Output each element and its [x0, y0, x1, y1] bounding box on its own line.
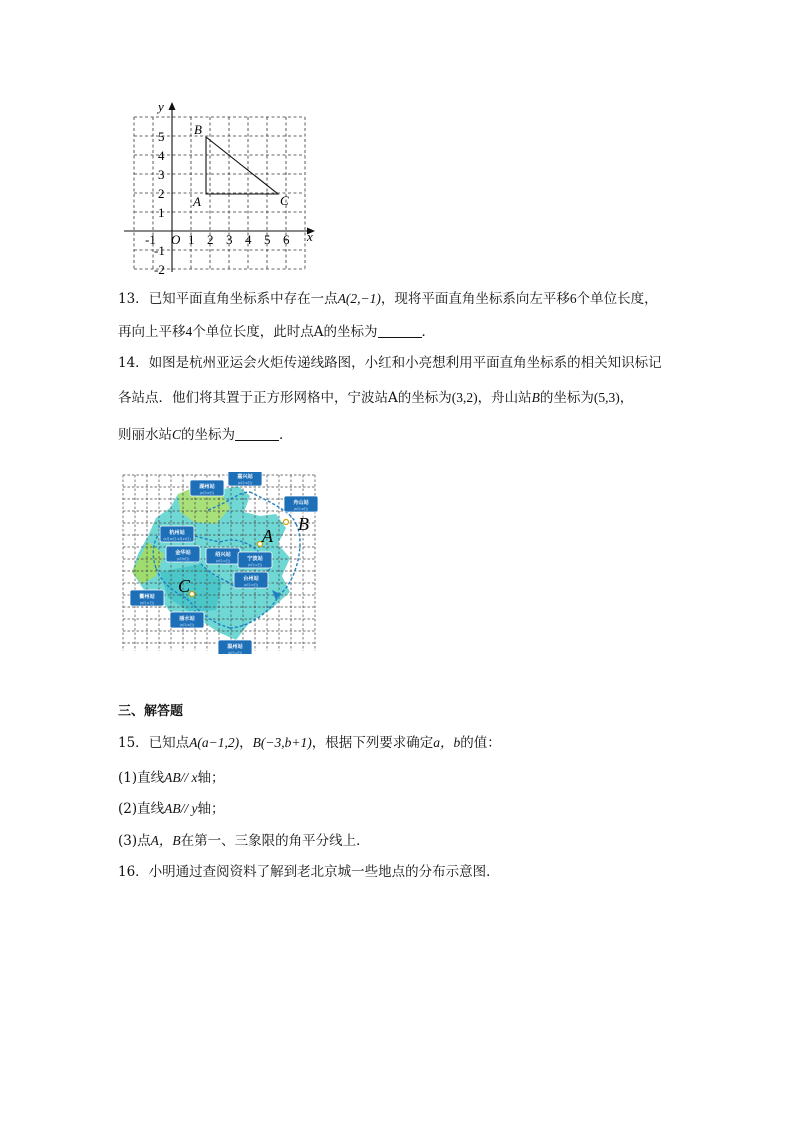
y-tick-label: 3	[158, 167, 165, 182]
point-b-marker	[284, 520, 289, 525]
question-14-line-2	[118, 388, 633, 408]
station-name: 湖州站	[199, 484, 215, 490]
points-ab: A，B	[150, 833, 181, 848]
question-number: 15．	[118, 735, 149, 751]
station-name: 台州站	[243, 576, 259, 582]
x-tick-label: 1	[188, 232, 195, 247]
q15-text: 已知点	[148, 735, 190, 751]
station-date: (9月14日)	[215, 559, 231, 563]
x-tick-label: 5	[264, 232, 271, 247]
zhoushan-coord: (5,3)	[593, 390, 620, 405]
question-15-item-3	[118, 831, 370, 851]
question-16	[118, 862, 500, 882]
q15-text: 轴；	[197, 770, 225, 786]
q14-text: 如图是杭州亚运会火炬传递线路图，小红和小亮想利用平面直角坐标系的相关知识标记	[148, 355, 662, 371]
map-label-c: C	[178, 576, 191, 596]
shift-up-value: 4	[185, 324, 193, 339]
station-date: (9月11日)	[140, 601, 154, 605]
point-a-coord: A(2,−1)	[337, 291, 381, 306]
station-callout	[130, 590, 164, 606]
x-tick-label: 2	[207, 232, 214, 247]
shift-left-value: 6	[569, 291, 577, 306]
station-date: (9月18日)	[293, 507, 309, 511]
q14-text: 的坐标为	[539, 390, 594, 406]
station-date: (9月16日)	[237, 481, 253, 485]
q14-text: ，舟山站	[477, 390, 532, 406]
q13-text: 个单位长度，	[576, 291, 658, 307]
station-callout	[218, 640, 252, 654]
station-name: 舟山站	[293, 500, 309, 506]
origin-label: O	[171, 232, 181, 247]
station-date: (9月12日)	[227, 651, 243, 654]
line-ab: AB	[164, 770, 181, 785]
q16-text: 小明通过查阅资料了解到老北京城一些地点的分布示意图．	[148, 864, 500, 880]
x-tick-label: 4	[245, 232, 252, 247]
station-callout	[284, 496, 318, 512]
q15-text: (2)直线	[118, 801, 165, 817]
q14-text: 则丽水站	[118, 427, 172, 443]
station-date: (9月16日)	[179, 623, 195, 627]
point-c-marker	[190, 592, 195, 597]
y-axis-arrow	[169, 102, 176, 110]
x-tick-label: 3	[226, 232, 233, 247]
y-tick-label: 1	[158, 205, 165, 220]
point-a-label: A	[193, 194, 201, 209]
station-callout	[190, 480, 224, 496]
station-date: (9月20日)	[199, 491, 215, 495]
q14-text: 的坐标为	[181, 427, 236, 443]
station-callout	[160, 526, 194, 542]
station-callout	[166, 546, 200, 562]
question-13-line-2	[118, 322, 435, 342]
torch-relay-map	[120, 472, 318, 654]
question-number: 16．	[118, 864, 149, 880]
point-b-expr: B(−3,b+1)	[252, 735, 312, 750]
station-name: 温州站	[227, 644, 243, 650]
q15-text: (3)点	[118, 833, 151, 849]
section-title: 三、解答题	[118, 704, 184, 719]
y-tick-label: -2	[154, 262, 165, 276]
q15-text: (1)直线	[118, 770, 165, 786]
point-b-symbol: B	[531, 390, 540, 405]
station-name: 金华站	[175, 550, 191, 556]
q13-text: 个单位长度，此时点A的坐标为	[192, 324, 378, 340]
answer-blank	[235, 426, 279, 441]
station-callout	[238, 552, 272, 568]
point-b-label: B	[194, 122, 202, 137]
station-name: 嘉兴站	[237, 474, 253, 480]
q13-text: ，现将平面直角坐标系向左平移	[380, 291, 570, 307]
point-a-expr: A(a−1,2)	[189, 735, 240, 750]
y-axis-label: y	[158, 100, 164, 114]
station-name: 绍兴站	[215, 552, 231, 558]
station-name: 衢州站	[139, 594, 155, 600]
station-name: 杭州站	[169, 530, 185, 536]
station-date: (9月10日)	[243, 583, 259, 587]
station-callout	[228, 472, 262, 486]
line-ab: AB	[164, 801, 181, 816]
y-tick-label: 5	[158, 129, 165, 144]
x-tick-label: 6	[283, 232, 290, 247]
station-callout	[234, 572, 268, 588]
parallel-x: // x	[180, 770, 198, 785]
station-date: (9月8日)	[176, 557, 190, 561]
q14-text: 各站点．他们将其置于正方形网格中，宁波站A的坐标为	[118, 390, 452, 406]
y-tick-label: 2	[158, 186, 165, 201]
answer-blank	[378, 323, 422, 338]
q15-text: ，	[239, 735, 253, 751]
station-date: (9月12日)	[247, 563, 263, 567]
question-14-line-3	[118, 425, 293, 445]
question-number: 13．	[118, 291, 149, 307]
point-c-label: C	[280, 193, 289, 208]
parallel-y: // y	[180, 801, 198, 816]
q14-text: ．	[279, 427, 293, 443]
y-tick-label: 4	[158, 148, 165, 163]
q14-text: ，	[619, 390, 634, 406]
q13-text: 再向上平移	[118, 324, 186, 340]
variables: a，b	[433, 735, 461, 750]
question-15-item-2	[118, 799, 225, 819]
x-axis-label: x	[307, 229, 313, 244]
map-label-b: B	[298, 514, 309, 534]
point-c-symbol: C	[172, 427, 182, 442]
map-label-a: A	[262, 526, 273, 546]
x-tick-label: -1	[145, 232, 156, 247]
question-number: 14．	[118, 355, 149, 371]
y-tick-label: -1	[154, 243, 165, 258]
station-date: (9月20日-9月23日)	[163, 537, 191, 541]
q15-text: 在第一、三象限的角平分线上．	[180, 833, 370, 849]
coordinate-graph	[118, 100, 324, 276]
q15-text: ，根据下列要求确定	[311, 735, 434, 751]
question-14-line-1	[118, 353, 662, 373]
station-name: 宁波站	[247, 556, 263, 562]
station-callout	[206, 548, 240, 564]
q13-text: 已知平面直角坐标系中存在一点	[148, 291, 338, 307]
q15-text: 的值：	[460, 735, 501, 751]
q13-text: ．	[421, 324, 435, 340]
question-15-intro	[118, 733, 501, 753]
question-15-item-1	[118, 768, 225, 788]
station-callout	[170, 612, 204, 628]
station-name: 丽水站	[179, 616, 195, 622]
q15-text: 轴；	[197, 801, 225, 817]
ningbo-coord: (3,2)	[451, 390, 478, 405]
question-13-line-1	[118, 289, 658, 309]
